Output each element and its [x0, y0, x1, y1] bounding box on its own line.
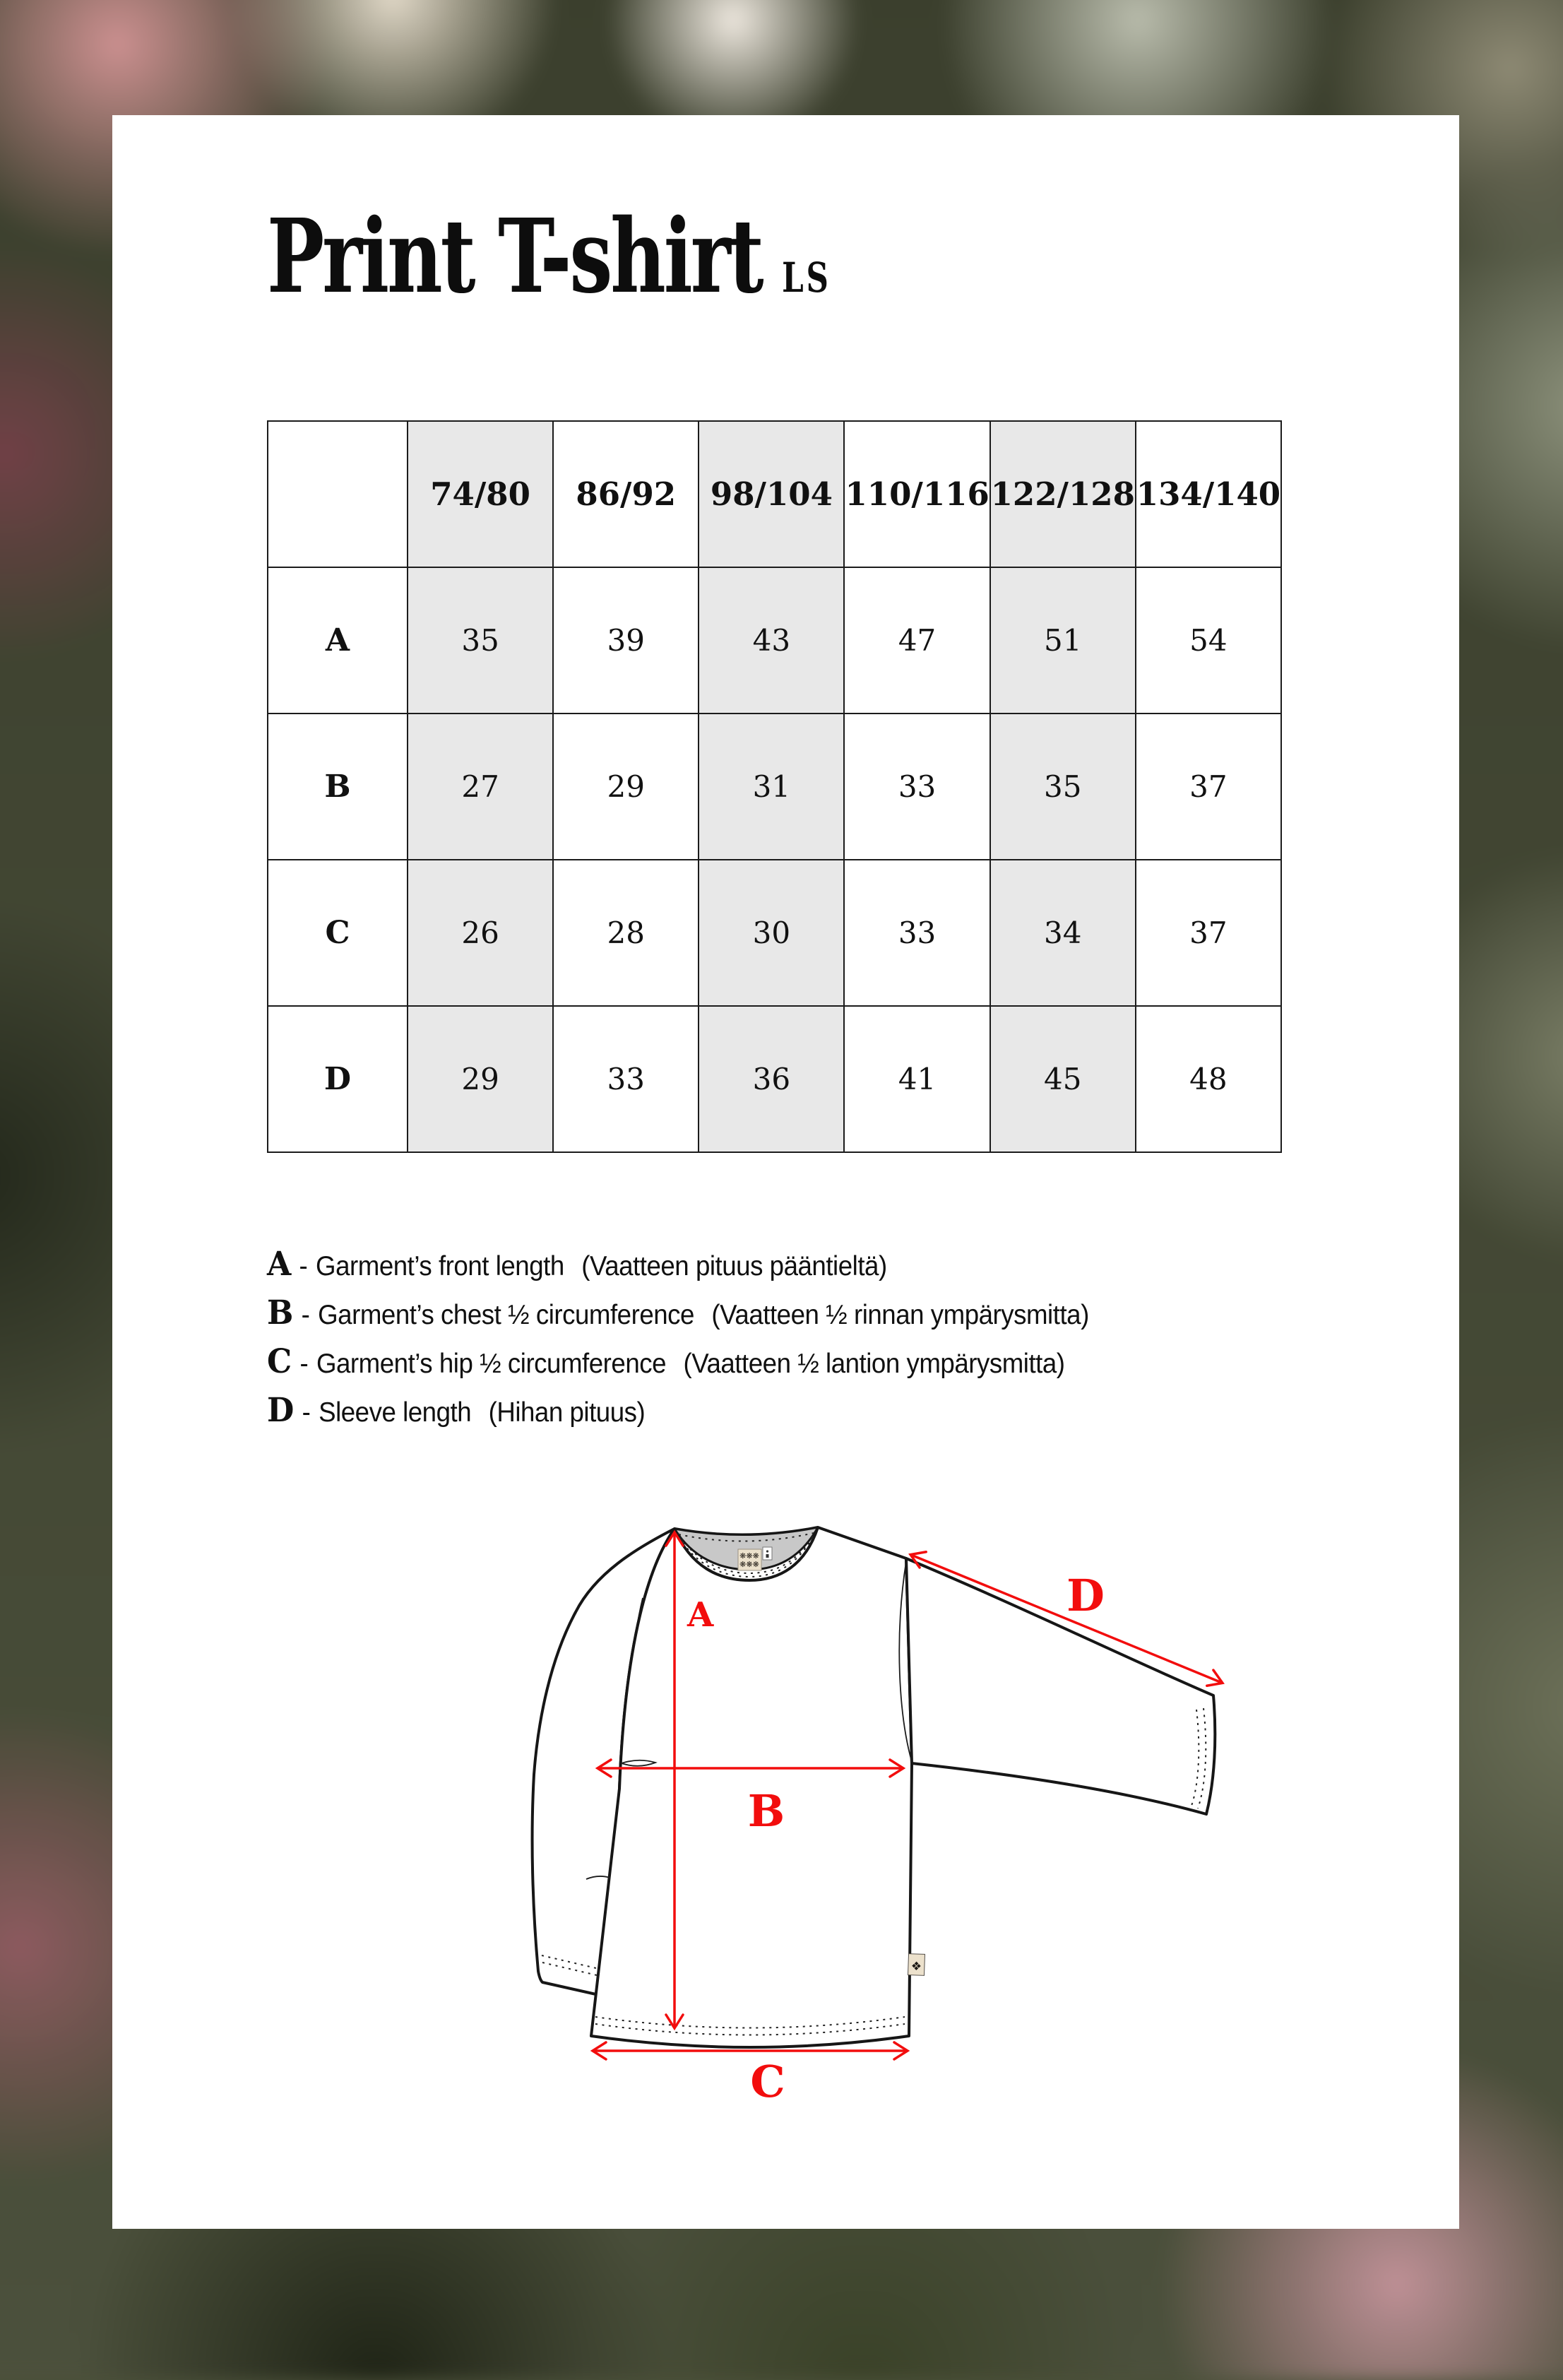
- legend-separator: -: [299, 1349, 309, 1379]
- measurement-legend: [267, 1245, 1326, 1440]
- size-table: [267, 420, 1282, 1153]
- size-value-cell: 45: [990, 1006, 1136, 1152]
- size-value-cell: 35: [408, 567, 553, 714]
- size-value-cell: 51: [990, 567, 1136, 714]
- size-value-cell: 47: [844, 567, 989, 714]
- legend-line: [267, 1245, 1263, 1293]
- size-value-cell: 29: [408, 1006, 553, 1152]
- care-label-logo: ❋❋❋: [739, 1552, 759, 1561]
- size-column-header: 74/80: [408, 421, 553, 567]
- size-column-header: 122/128: [990, 421, 1136, 567]
- legend-letter: B: [267, 1293, 294, 1332]
- legend-letter: D: [267, 1391, 295, 1430]
- legend-separator: -: [302, 1397, 311, 1428]
- legend-text-fi: (Vaatteen ½ lantion ympärysmitta): [683, 1349, 1065, 1379]
- corner-cell: [268, 421, 408, 567]
- legend-text-en: Garment’s front length: [316, 1251, 564, 1281]
- page-title: [267, 196, 831, 316]
- size-value-cell: 39: [553, 567, 699, 714]
- measure-row-label: D: [268, 1006, 408, 1152]
- measure-label-b: B: [747, 1785, 785, 1837]
- size-value-cell: 27: [408, 714, 553, 860]
- legend-text-fi: (Vaatteen ½ rinnan ympärysmitta): [711, 1300, 1089, 1330]
- legend-separator: -: [299, 1251, 308, 1281]
- size-value-cell: 33: [844, 714, 989, 860]
- size-value-cell: 37: [1136, 860, 1281, 1006]
- legend-text-en: Garment’s hip ½ circumference: [316, 1349, 667, 1379]
- size-value-cell: 35: [990, 714, 1136, 860]
- size-column-header: 98/104: [699, 421, 844, 567]
- legend-text-en: Garment’s chest ½ circumference: [318, 1300, 694, 1330]
- size-column-header: 110/116: [844, 421, 989, 567]
- page-title-text: Print T-shirt: [267, 196, 762, 316]
- size-value-cell: 26: [408, 860, 553, 1006]
- measure-label-c: C: [750, 2056, 785, 2107]
- care-label-logo2: ❋❋❋: [739, 1561, 759, 1569]
- garment-diagram: [480, 1484, 1300, 2119]
- legend-line: [267, 1391, 1263, 1440]
- size-value-cell: 33: [553, 1006, 699, 1152]
- size-value-cell: 28: [553, 860, 699, 1006]
- measure-label-d: D: [1066, 1570, 1105, 1621]
- right-sleeve: [906, 1558, 1215, 1814]
- size-value-cell: 37: [1136, 714, 1281, 860]
- svg-text:❖: ❖: [910, 1959, 922, 1974]
- document-card: [112, 115, 1459, 2229]
- measure-row-label: A: [268, 567, 408, 714]
- size-tag-mark: [766, 1554, 769, 1558]
- size-value-cell: 48: [1136, 1006, 1281, 1152]
- measure-row-label: C: [268, 860, 408, 1006]
- legend-letter: C: [267, 1342, 292, 1381]
- legend-line: [267, 1293, 1263, 1342]
- measure-label-a: A: [687, 1595, 714, 1635]
- size-value-cell: 36: [699, 1006, 844, 1152]
- legend-letter: A: [267, 1245, 292, 1284]
- legend-separator: -: [301, 1300, 310, 1330]
- size-column-header: 86/92: [553, 421, 699, 567]
- size-value-cell: 54: [1136, 567, 1281, 714]
- size-value-cell: 43: [699, 567, 844, 714]
- legend-text-en: Sleeve length: [319, 1397, 472, 1428]
- size-value-cell: 41: [844, 1006, 989, 1152]
- size-value-cell: 31: [699, 714, 844, 860]
- size-value-cell: 29: [553, 714, 699, 860]
- size-value-cell: 34: [990, 860, 1136, 1006]
- size-tag-dot: [766, 1550, 768, 1552]
- title-suffix: LS: [782, 254, 831, 302]
- size-table-body: [268, 421, 1281, 1152]
- size-value-cell: 33: [844, 860, 989, 1006]
- size-column-header: 134/140: [1136, 421, 1281, 567]
- side-seam-tag: [908, 1954, 925, 1976]
- legend-text-fi: (Vaatteen pituus pääntieltä): [581, 1251, 887, 1281]
- legend-line: [267, 1342, 1263, 1391]
- size-value-cell: 30: [699, 860, 844, 1006]
- measure-row-label: B: [268, 714, 408, 860]
- legend-text-fi: (Hihan pituus): [488, 1397, 646, 1428]
- size-tag: [763, 1547, 772, 1560]
